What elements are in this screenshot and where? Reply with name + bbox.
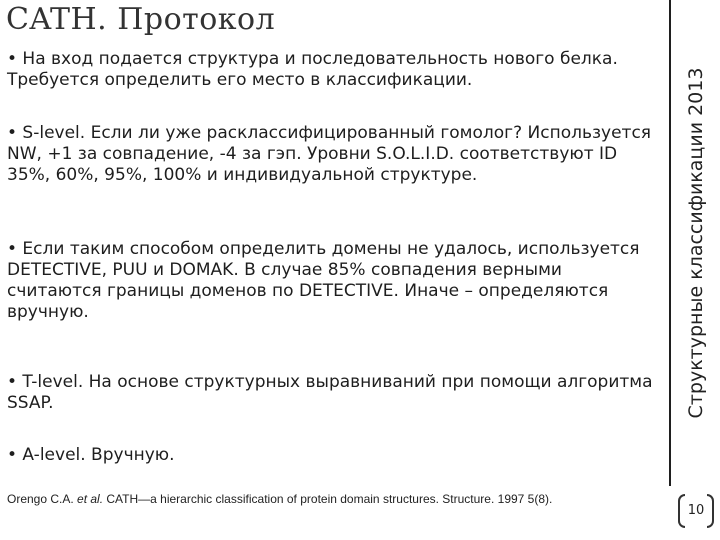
bullet-item: • На вход подается структура и последовательность нового белка. Требуется определить его место в классификации. xyxy=(7,49,618,90)
bullet-item: • T-level. На основе структурных выравниваний при помощи алгоритма SSAP. xyxy=(7,372,653,413)
side-title: Структурные классификации 2013 xyxy=(684,67,707,419)
reference-authors: Orengo C.A. xyxy=(7,492,78,506)
page-number-badge xyxy=(678,494,714,528)
bullet-item: • Если таким способом определить домены не удалось, используется DETECTIVE, PUU и DOMAK. В случае 85% совпадения верными считаются границы доменов по DETECTIVE. Иначе – определяются вручную. xyxy=(7,239,640,322)
reference-etal: et al. xyxy=(77,492,104,506)
bullet-item: • A-level. Вручную. xyxy=(7,445,175,465)
reference-rest: CATH—a hierarchic classification of protein domain structures. Structure. 1997 5(8). xyxy=(103,492,553,506)
slide-title: CATH. Протокол xyxy=(6,2,276,37)
bullet-item: • S-level. Если ли уже расклассифицированный гомолог? Используется NW, +1 за совпадение, -4 за гэп. Уровни S.O.L.I.D. соответствуют ID 35%, 60%, 95%, 100% и индивидуальной структуре. xyxy=(7,123,652,185)
reference-citation xyxy=(7,489,657,509)
side-title-container xyxy=(671,0,720,486)
page-number: 10 xyxy=(687,503,705,518)
